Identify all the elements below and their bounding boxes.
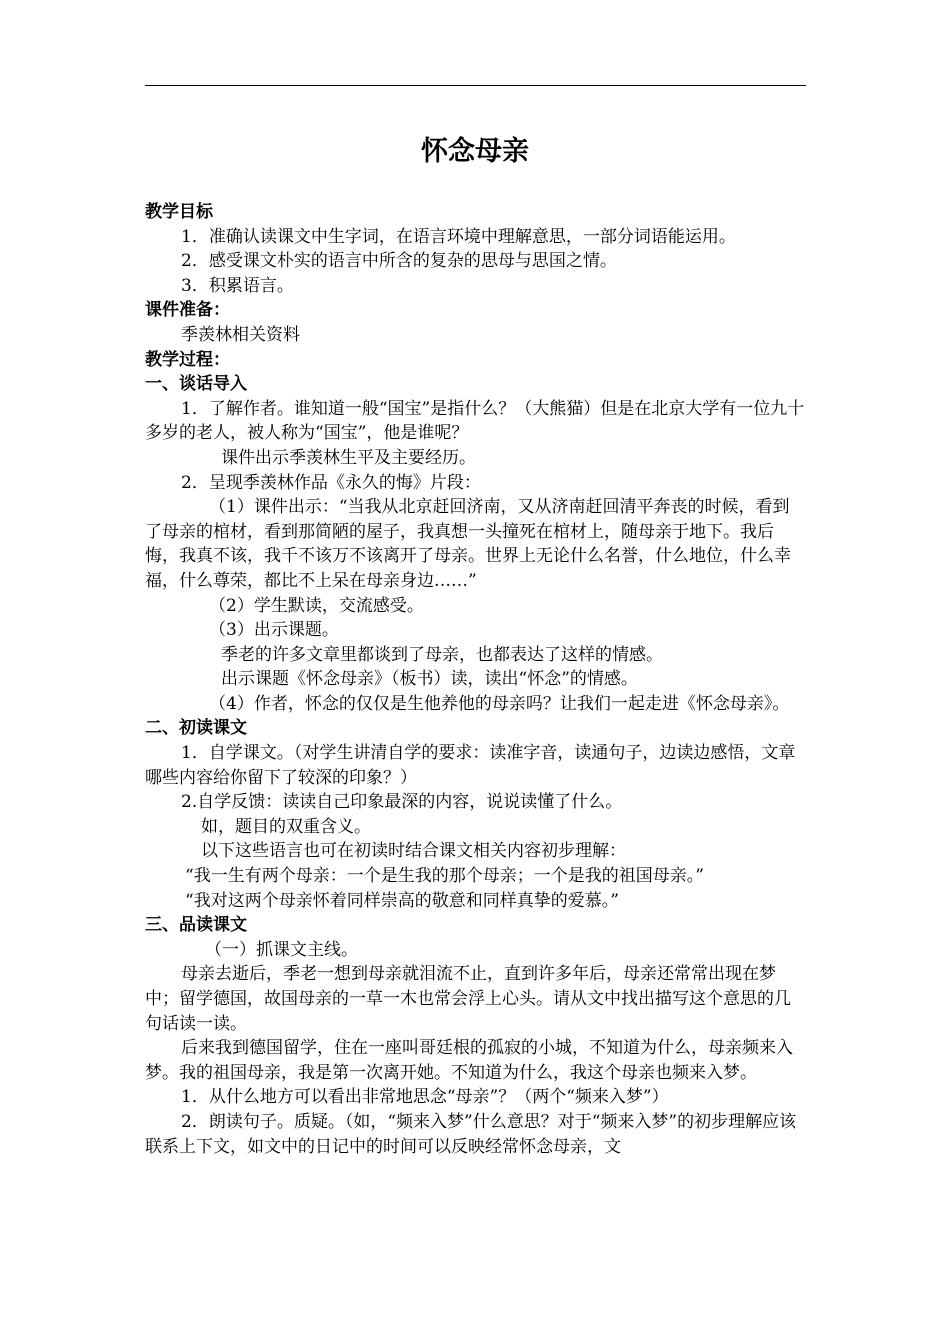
document-body xyxy=(145,200,806,1159)
body-paragraph: 季老的许多文章里都谈到了母亲，也都表达了这样的情感。 xyxy=(221,644,663,665)
section-heading: 一、谈话导入 xyxy=(145,374,247,395)
body-paragraph: （1）课件出示：“当我从北京赶回济南，又从济南赶回清平奔丧的时候，看到了母亲的棺材，看到那简陋的屋子，我真想一头撞死在棺材上，随母亲于地下。我后悔，我真不该，我千不该万不该离开了母亲。世界上无论什么名誉，什么地位，什么幸福，什么尊荣，都比不上呆在母亲身边……” xyxy=(145,497,791,591)
document-title: 怀念母亲 xyxy=(421,136,529,167)
body-paragraph: （3）出示课题。 xyxy=(209,620,339,641)
body-paragraph: 1．自学课文。（对学生讲清自学的要求：读准字音，读通句子，边读边感悟，文章哪些内容给你留下了较深的印象？） xyxy=(145,743,796,788)
body-paragraph: 3．积累语言。 xyxy=(181,275,294,296)
body-paragraph: 2.自学反馈：读读自己印象最深的内容，说说读懂了什么。 xyxy=(181,792,623,813)
body-paragraph: 以下这些语言也可在初读时结合课文相关内容初步理解： xyxy=(201,841,626,862)
body-paragraph: 1．了解作者。谁知道一般“国宝”是指什么？（大熊猫）但是在北京大学有一位九十多岁的老人，被人称为“国宝”，他是谁呢？ xyxy=(145,398,805,444)
section-heading: 教学过程： xyxy=(145,349,230,370)
body-paragraph: 2．呈现季羡林作品《永久的悔》片段： xyxy=(181,472,481,493)
section-heading: 教学目标 xyxy=(145,202,213,222)
body-paragraph: 季羡林相关资料 xyxy=(181,324,300,345)
section-heading: 课件准备： xyxy=(145,300,230,321)
body-paragraph: 母亲去逝后，季老一想到母亲就泪流不止，直到许多年后，母亲还常常出现在梦中；留学德国，故国母亲的一草一木也常会浮上心头。请从文中找出描写这个意思的几句话读一读。 xyxy=(145,964,791,1034)
body-paragraph: “我对这两个母亲怀着同样崇高的敬意和同样真挚的爱慕。” xyxy=(185,890,619,911)
body-paragraph: 1．从什么地方可以看出非常地思念“母亲”？（两个“频来入梦”） xyxy=(181,1087,669,1108)
body-paragraph: 如，题目的双重含义。 xyxy=(201,816,371,837)
body-paragraph: 2．感受课文朴实的语言中所含的复杂的思母与思国之情。 xyxy=(181,251,617,272)
body-paragraph: 后来我到德国留学，住在一座叫哥廷根的孤寂的小城，不知道为什么，母亲频来入梦。我的祖国母亲，我是第一次离开她。不知道为什么，我这个母亲也频来入梦。 xyxy=(145,1038,793,1083)
body-paragraph: （2）学生默读，交流感受。 xyxy=(209,595,424,616)
body-paragraph: （4）作者，怀念的仅仅是生他养他的母亲吗？让我们一起走进《怀念母亲》。 xyxy=(209,693,790,714)
header-rule xyxy=(145,85,806,86)
body-paragraph: 课件出示季羡林生平及主要经历。 xyxy=(221,447,476,468)
section-heading: 二、初读课文 xyxy=(145,718,247,739)
section-heading: 三、品读课文 xyxy=(145,915,247,936)
body-paragraph: “我一生有两个母亲：一个是生我的那个母亲；一个是我的祖国母亲。” xyxy=(185,866,704,887)
body-paragraph: 出示课题《怀念母亲》（板书）读，读出“怀念”的情感。 xyxy=(221,669,638,690)
body-paragraph: （一）抓课文主线。 xyxy=(205,939,358,960)
body-paragraph: 1．准确认读课文中生字词，在语言环境中理解意思，一部分词语能运用。 xyxy=(181,226,736,247)
body-paragraph: 2．朗读句子。质疑。（如，“频来入梦”什么意思？对于“频来入梦”的初步理解应该联系上下文，如文中的日记中的时间可以反映经常怀念母亲，文 xyxy=(145,1111,797,1157)
